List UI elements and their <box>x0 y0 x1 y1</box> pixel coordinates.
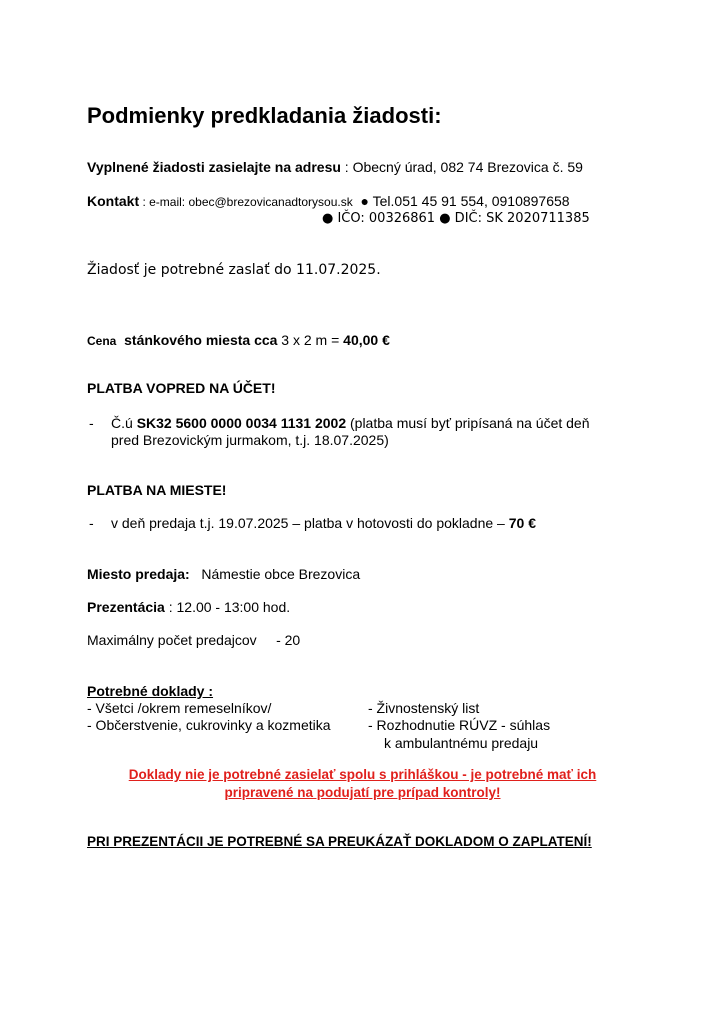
prepay-account-line <box>89 415 590 431</box>
prepay-note-line2: pred Brezovickým jurmakom, t.j. 18.07.2025) <box>111 432 389 448</box>
documents-right-3: k ambulantnému predaju <box>384 735 539 751</box>
onsite-dash: - <box>89 515 94 531</box>
documents-heading: Potrebné doklady : <box>87 683 214 699</box>
warning-line-1: Doklady nie je potrebné zasielať spolu s prihláškou - je potrebné mať ich <box>128 767 597 782</box>
documents-left-2: - Občerstvenie, cukrovinky a kozmetika <box>87 717 331 733</box>
place-value: Námestie obce Brezovica <box>201 566 361 582</box>
prepay-dash: - <box>89 415 94 431</box>
place-label: Miesto predaja: <box>87 566 190 582</box>
address-line <box>87 159 583 175</box>
presentation-label: Prezentácia <box>87 599 165 615</box>
onsite-heading: PLATBA NA MIESTE! <box>87 482 227 498</box>
price-value: 40,00 € <box>343 332 390 348</box>
address-label: Vyplnené žiadosti zasielajte na adresu <box>87 159 341 175</box>
page-title: Podmienky predkladania žiadosti: <box>87 103 442 128</box>
contact-line <box>87 193 570 209</box>
place-line <box>87 566 360 582</box>
max-sellers-label: Maximálny počet predajcov <box>87 632 257 648</box>
contact-email[interactable]: obec@brezovicanadtorysou.sk <box>188 195 353 209</box>
final-notice: PRI PREZENTÁCII JE POTREBNÉ SA PREUKÁZAŤ DOKLADOM O ZAPLATENÍ! <box>87 834 592 849</box>
address-value: : Obecný úrad, 082 74 Brezovica č. 59 <box>340 159 583 175</box>
prepay-account: SK32 5600 0000 0034 1131 2002 <box>136 415 347 431</box>
price-label: stánkového miesta cca <box>124 332 278 348</box>
contact-label: Kontakt <box>87 193 140 209</box>
warning-line-2: pripravené na podujatí pre prípad kontroly! <box>224 785 501 800</box>
presentation-line <box>87 599 290 615</box>
onsite-amount: 70 € <box>508 515 536 531</box>
documents-right-2: - Rozhodnutie RÚVZ - súhlas <box>368 717 551 733</box>
max-sellers-line <box>87 632 300 648</box>
onsite-line <box>89 515 536 531</box>
contact-ico-dic: ● IČO: 00326861 ● DIČ: SK 2020711385 <box>322 211 590 226</box>
contact-email-prefix: : e-mail: <box>139 195 189 209</box>
prepay-account-prefix: Č.ú <box>111 415 137 431</box>
onsite-text: v deň predaja t.j. 19.07.2025 – platba v hotovosti do pokladne – <box>111 515 509 531</box>
documents-left-1: - Všetci /okrem remeselníkov/ <box>87 700 272 716</box>
price-size: 3 x 2 m = <box>277 332 344 348</box>
deadline-text: Žiadosť je potrebné zaslať do 11.07.2025. <box>87 262 381 278</box>
price-line <box>87 332 390 348</box>
contact-phone: ● Tel.051 45 91 554, 0910897658 <box>360 193 570 209</box>
documents-right-1: - Živnostenský list <box>368 700 480 716</box>
presentation-value: : 12.00 - 13:00 hod. <box>164 599 291 615</box>
prepay-note: (platba musí byť pripísaná na účet deň <box>346 415 590 431</box>
prepay-heading: PLATBA VOPRED NA ÚČET! <box>87 380 276 396</box>
max-sellers-value: - 20 <box>276 632 301 648</box>
price-cena: Cena <box>87 334 117 348</box>
